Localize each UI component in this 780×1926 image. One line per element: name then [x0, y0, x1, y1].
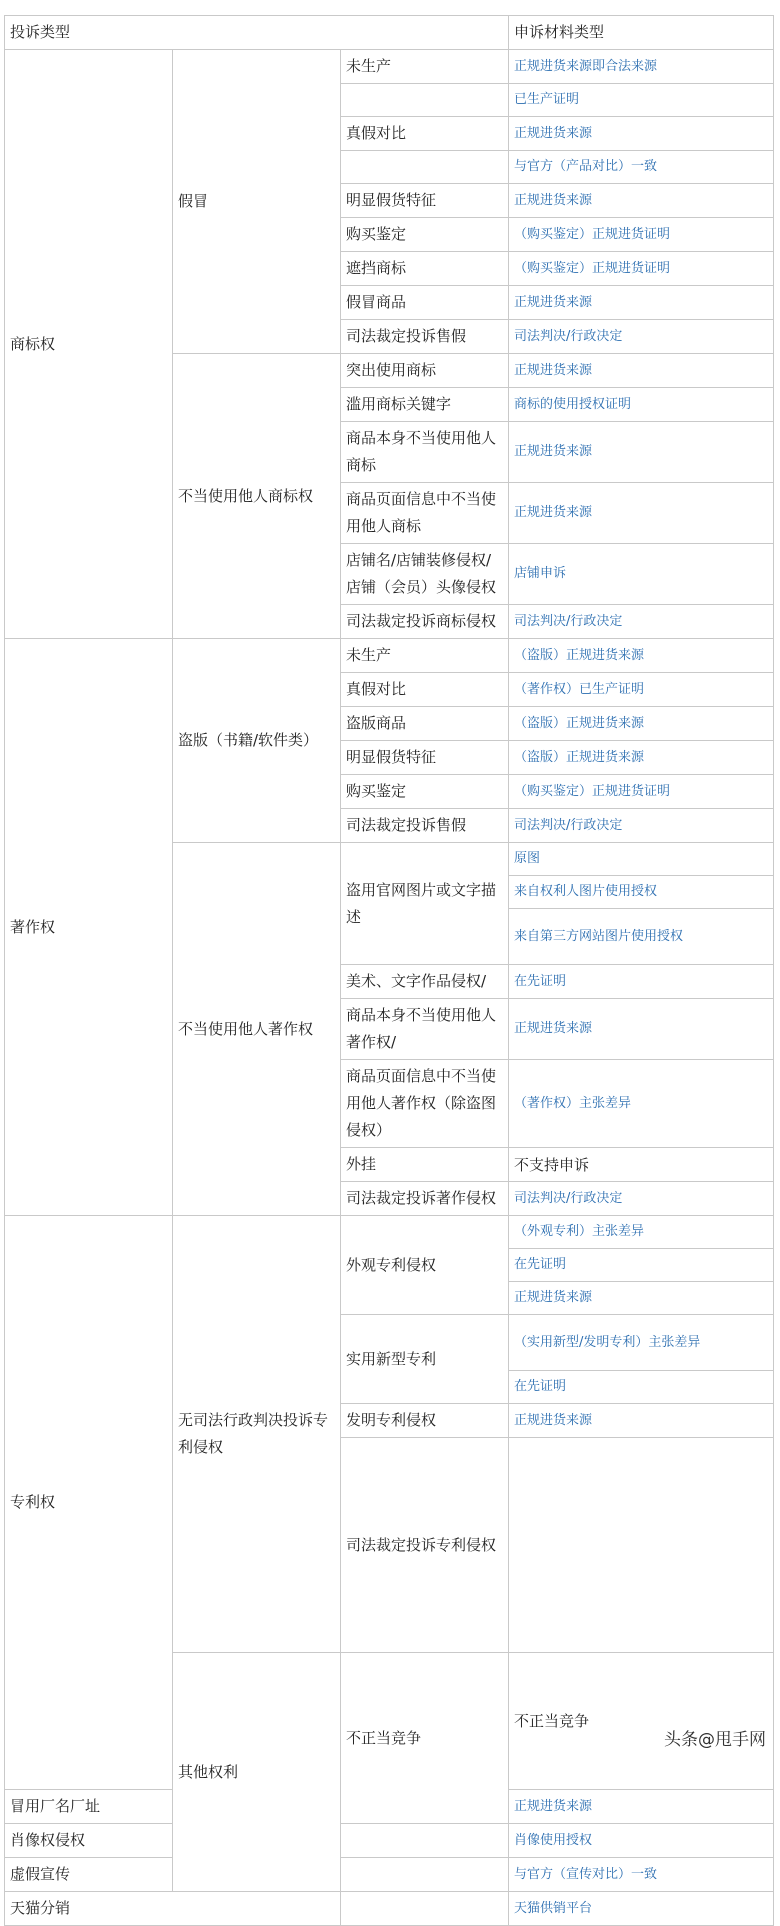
reason-cell: 冒用厂名厂址 — [5, 1790, 173, 1824]
material-cell: （盗版）正规进货来源 — [509, 707, 774, 741]
material-cell: 正规进货来源即合法来源 — [509, 50, 774, 84]
reason-cell: 发明专利侵权 — [341, 1404, 509, 1438]
reason-cell: 不正当竞争 — [509, 1653, 774, 1790]
subcategory-no-judicial-patent: 无司法行政判决投诉专利侵权 — [173, 1216, 341, 1653]
material-cell: （购买鉴定）正规进货证明 — [509, 252, 774, 286]
reason-cell: 购买鉴定 — [341, 775, 509, 809]
reason-cell: 司法裁定投诉售假 — [341, 809, 509, 843]
material-cell: 司法判决/行政决定 — [509, 320, 774, 354]
reason-cell: 滥用商标关键字 — [341, 388, 509, 422]
material-cell: 在先证明 — [509, 1249, 774, 1282]
material-cell: 天猫供销平台 — [509, 1892, 774, 1926]
material-cell: 来自第三方网站图片使用授权 — [509, 909, 774, 965]
reason-cell: 遮挡商标 — [341, 252, 509, 286]
material-cell: 正规进货来源 — [509, 1282, 774, 1315]
reason-cell: 明显假货特征 — [341, 741, 509, 775]
material-cell: （实用新型/发明专利）主张差异 — [509, 1315, 774, 1371]
reason-cell: 盗版商品 — [341, 707, 509, 741]
table-row — [5, 1858, 774, 1892]
material-cell: 司法判决/行政决定 — [509, 809, 774, 843]
table-row — [5, 639, 774, 673]
table-row — [5, 50, 774, 84]
material-cell: 不支持申诉 — [509, 1148, 774, 1182]
table-row — [5, 1216, 774, 1249]
reason-cell: 外观专利侵权 — [341, 1216, 509, 1315]
material-cell: 正规进货来源 — [509, 999, 774, 1060]
material-cell: 正规进货来源 — [509, 354, 774, 388]
material-cell: 店铺申诉 — [509, 544, 774, 605]
table-row — [5, 1892, 774, 1926]
category-copyright: 著作权 — [5, 639, 173, 1216]
header-complaint-type: 投诉类型 — [5, 16, 509, 50]
reason-cell: 实用新型专利 — [341, 1315, 509, 1404]
reason-cell: 商品页面信息中不当使用他人著作权（除盗图侵权） — [341, 1060, 509, 1148]
category-other-rights: 其他权利 — [173, 1653, 341, 1892]
reason-cell — [341, 1858, 509, 1892]
category-trademark: 商标权 — [5, 50, 173, 639]
reason-cell — [341, 151, 509, 184]
material-cell: （盗版）正规进货来源 — [509, 741, 774, 775]
reason-cell: 真假对比 — [341, 117, 509, 151]
subcategory-cell: 虚假宣传 — [5, 1858, 173, 1892]
material-cell: 来自权利人图片使用授权 — [509, 876, 774, 909]
material-cell: 已生产证明 — [509, 84, 774, 117]
reason-cell: 司法裁定投诉著作侵权 — [341, 1182, 509, 1216]
reason-cell: 商品本身不当使用他人著作权/ — [341, 999, 509, 1060]
reason-cell: 未生产 — [341, 639, 509, 673]
material-cell: 司法判决/行政决定 — [509, 605, 774, 639]
reason-cell: 明显假货特征 — [341, 184, 509, 218]
material-cell: 原图 — [509, 843, 774, 876]
subcategory-improper-copyright: 不当使用他人著作权 — [173, 843, 341, 1216]
header-row — [5, 16, 774, 50]
material-cell: （购买鉴定）正规进货证明 — [509, 775, 774, 809]
reason-cell: 盗用官网图片或文字描述 — [341, 843, 509, 965]
material-cell: （著作权）已生产证明 — [509, 673, 774, 707]
reason-cell: 真假对比 — [341, 673, 509, 707]
watermark: 头条@甩手网 — [660, 1725, 770, 1750]
material-cell: 正规进货来源 — [509, 1790, 774, 1824]
subcategory-cell: 肖像权侵权 — [5, 1824, 173, 1858]
reason-cell — [509, 1438, 774, 1653]
material-cell: （盗版）正规进货来源 — [509, 639, 774, 673]
material-cell: 正规进货来源 — [509, 483, 774, 544]
material-cell: 肖像使用授权 — [509, 1824, 774, 1858]
reason-cell: 突出使用商标 — [341, 354, 509, 388]
reason-cell: 商品页面信息中不当使用他人商标 — [341, 483, 509, 544]
reason-cell: 商品本身不当使用他人商标 — [341, 422, 509, 483]
header-material-type: 申诉材料类型 — [509, 16, 774, 50]
subcategory-improper-trademark: 不当使用他人商标权 — [173, 354, 341, 639]
material-cell: （外观专利）主张差异 — [509, 1216, 774, 1249]
reason-cell: 未生产 — [341, 50, 509, 84]
category-patent: 专利权 — [5, 1216, 173, 1790]
material-cell: 在先证明 — [509, 965, 774, 999]
reason-cell: 店铺名/店铺装修侵权/店铺（会员）头像侵权 — [341, 544, 509, 605]
category-tmall-distribution: 天猫分销 — [5, 1892, 341, 1926]
subcategory-counterfeit: 假冒 — [173, 50, 341, 354]
material-cell: 正规进货来源 — [509, 117, 774, 151]
reason-cell: 司法裁定投诉售假 — [341, 320, 509, 354]
reason-cell — [341, 1892, 509, 1926]
material-cell: 与官方（产品对比）一致 — [509, 151, 774, 184]
reason-cell: 司法裁定投诉商标侵权 — [341, 605, 509, 639]
subcategory-unfair-competition: 不正当竞争 — [341, 1653, 509, 1824]
appeal-materials-table — [4, 15, 774, 1926]
reason-cell: 购买鉴定 — [341, 218, 509, 252]
material-cell: 商标的使用授权证明 — [509, 388, 774, 422]
material-cell: 正规进货来源 — [509, 286, 774, 320]
reason-cell: 外挂 — [341, 1148, 509, 1182]
material-cell: 司法判决/行政决定 — [509, 1182, 774, 1216]
reason-cell — [341, 84, 509, 117]
reason-cell — [341, 1824, 509, 1858]
material-cell: 与官方（宣传对比）一致 — [509, 1858, 774, 1892]
material-cell: （购买鉴定）正规进货证明 — [509, 218, 774, 252]
material-cell: 正规进货来源 — [509, 1404, 774, 1438]
material-cell: 正规进货来源 — [509, 184, 774, 218]
subcategory-cell: 司法裁定投诉专利侵权 — [341, 1438, 509, 1653]
material-cell: 正规进货来源 — [509, 422, 774, 483]
material-cell: （著作权）主张差异 — [509, 1060, 774, 1148]
reason-cell: 美术、文字作品侵权/ — [341, 965, 509, 999]
subcategory-piracy: 盗版（书籍/软件类） — [173, 639, 341, 843]
reason-cell: 假冒商品 — [341, 286, 509, 320]
material-cell: 在先证明 — [509, 1371, 774, 1404]
table-row — [5, 1824, 774, 1858]
